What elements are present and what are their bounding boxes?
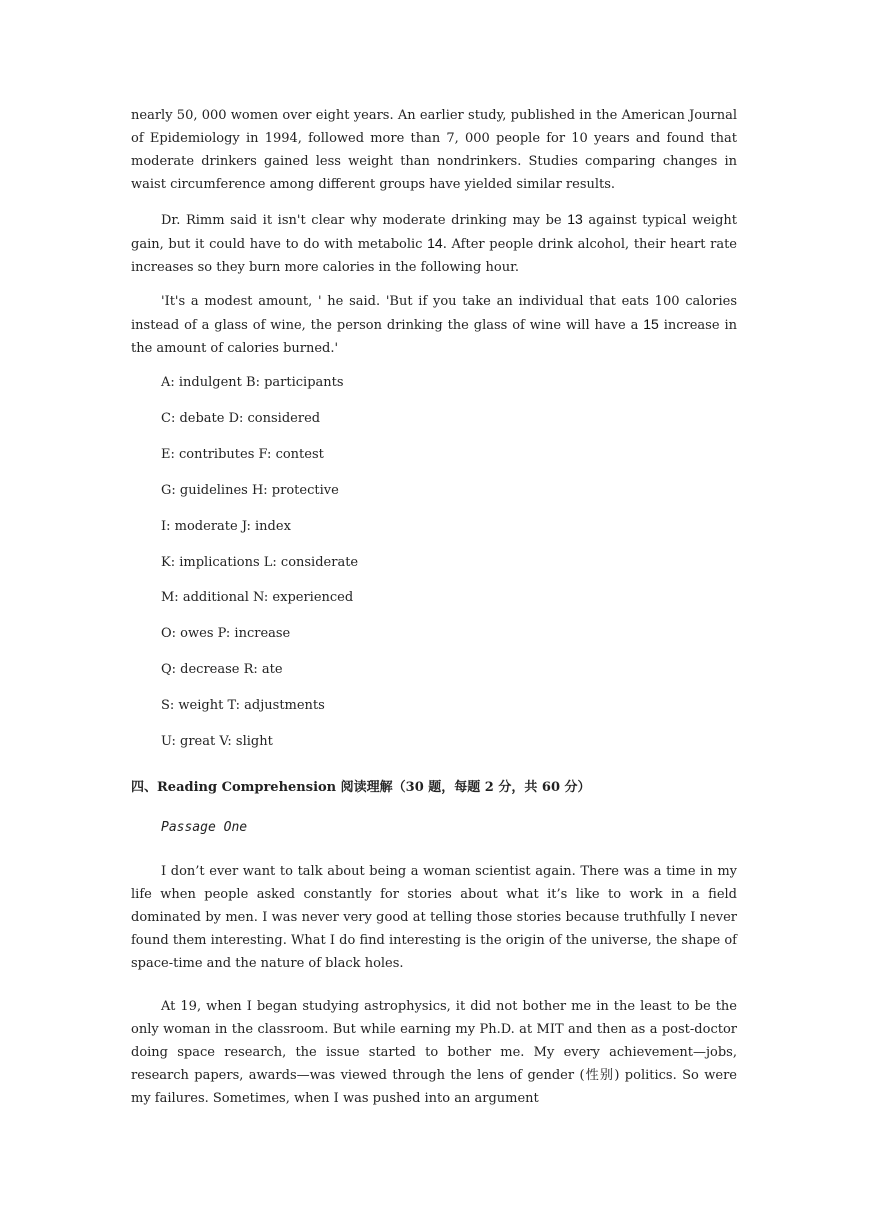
paragraph-rimm-text-3: . After people drink alcohol, their heart rate increases so they burn more calories in the following hour. [131, 237, 737, 275]
blank-15: 15 [643, 316, 659, 332]
option-line: O: owes P: increase [161, 626, 291, 641]
option-line: G: guidelines H: protective [161, 483, 339, 498]
paragraph-rimm [131, 208, 737, 279]
passage-title: Passage One [161, 820, 248, 835]
option-line: A: indulgent B: participants [161, 375, 344, 390]
continuation-paragraph: nearly 50, 000 women over eight years. An earlier study, published in the American Journal of Epidemiology in 1994, followed more than 7, 000 people for 10 years and found that moderate drinkers gained less weight than nondrinkers. Studies comparing changes in waist circumference among different groups have yielded similar results. [131, 108, 737, 192]
passage-paragraph-2: At 19, when I began studying astrophysics, it did not bother me in the least to be the only woman in the classroom. But while earning my Ph.D. at MIT and then as a post-doctor doing space research, the issue started to bother me. My every achievement—jobs, research papers, awards—was viewed through the lens of gender (性别) politics. So were my failures. Sometimes, when I was pushed into an argument [131, 999, 737, 1106]
option-line: U: great V: slight [161, 734, 273, 749]
paragraph-quote-text-1: 'It's a modest amount, ' he said. 'But if you take an individual that eats 100 calories instead of a glass of wine, the person drinking the glass of wine will have a [131, 294, 737, 333]
option-line: I: moderate J: index [161, 519, 291, 534]
option-line: C: debate D: considered [161, 411, 321, 426]
paragraph-quote-text-2: increase in the amount of calories burned.' [131, 318, 737, 356]
option-line: Q: decrease R: ate [161, 662, 283, 677]
paragraph-rimm-text-1: Dr. Rimm said it isn't clear why moderate drinking may be [161, 213, 568, 228]
blank-14: 14 [427, 235, 443, 251]
paragraph-quote [131, 290, 737, 360]
option-line: E: contributes F: contest [161, 447, 324, 462]
option-line: S: weight T: adjustments [161, 698, 325, 713]
paragraph-rimm-text-2: against typical weight gain, but it could have to do with metabolic [131, 213, 738, 252]
section-heading: 四、Reading Comprehension 阅读理解（30 题，每题 2 分，共 60 分） [131, 780, 591, 795]
option-line: M: additional N: experienced [161, 590, 354, 605]
blank-13: 13 [567, 211, 583, 227]
passage-paragraph-1: I don’t ever want to talk about being a woman scientist again. There was a time in my life when people asked constantly for stories about what it’s like to work in a field dominated by men. I was never very good at telling those stories because truthfully I never found them interesting. What I do find interesting is the origin of the universe, the shape of space-time and the nature of black holes. [131, 864, 737, 971]
option-line: K: implications L: considerate [161, 555, 359, 570]
